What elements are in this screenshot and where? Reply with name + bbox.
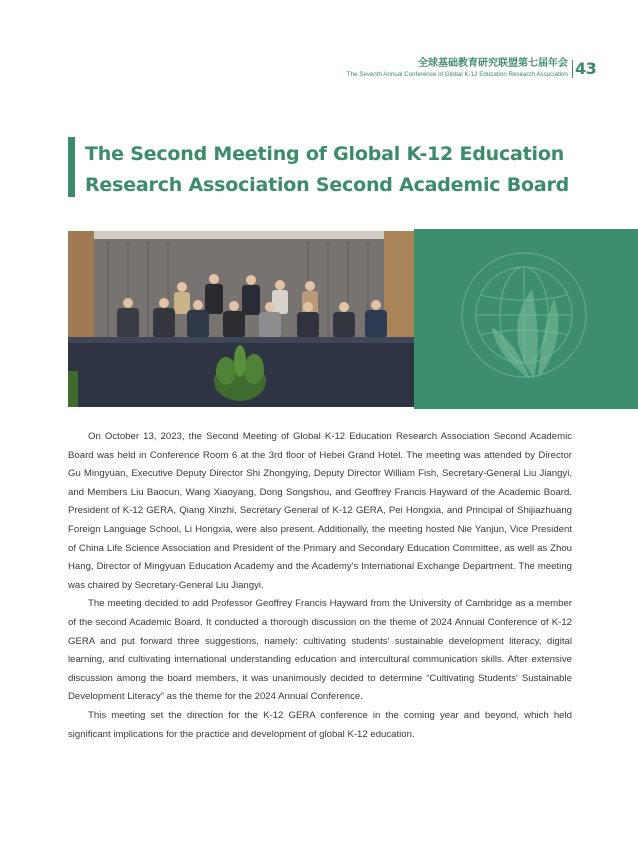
body-paragraph-3: This meeting set the direction for the K-12 GERA conference in the coming year and beyond, which held significant implications for the practice and development of global K-12 education.	[68, 709, 572, 740]
body-paragraph-1: On October 13, 2023, the Second Meeting of Global K-12 Education Research Association Second Academic Board was held in Conference Room 6 at the 3rd floor of Hebei Grand Hotel. The meeting was attended by Director Gu Mingyuan, Executive Deputy Director Shi Zhongying, Deputy Director William Fish, Secretary-General Liu Jiangyi, and Members Liu Baocun, Wang Xiaoyang, Dong Songshou, and Geoffrey Francis Hayward of the Academic Board. President of K-12 GERA, Qiang Xinzhi, Secretary General of K-12 GERA, Pei Hongxia, and Principal of Shijiazhuang Foreign Language School, Li Hongxia, were also present. Additionally, the meeting hosted Nie Yanjun, Vice President of China Life Science Association and President of the Primary and Secondary Education Committee, as well as Zhou Hang, Director of Mingyuan Education Academy and the Academy's International Exchange Department. The meeting was chaired by Secretary-General Liu Jiangyi.	[68, 431, 572, 591]
title-accent-bar	[68, 137, 75, 197]
group-photo	[68, 231, 414, 407]
title-line-2: Research Association Second Academic Board	[85, 174, 570, 196]
page-number: 43	[575, 59, 597, 78]
group-photo-illustration	[68, 231, 414, 407]
article-title	[85, 139, 605, 201]
header-divider	[572, 60, 573, 78]
title-line-1: The Second Meeting of Global K-12 Education	[85, 143, 565, 165]
header-cn-title: 全球基础教育研究联盟第七届年会	[418, 58, 568, 69]
association-globe-leaf-logo-icon	[414, 229, 638, 409]
article-body	[68, 428, 572, 744]
header-en-title: The Seventh Annual Conference of Global K-12 Education Research Association	[346, 71, 568, 78]
running-header	[347, 58, 568, 79]
body-paragraph-2: The meeting decided to add Professor Geoffrey Francis Hayward from the University of Cambridge as a member of the second Academic Board. It conducted a thorough discussion on the theme of 2024 Annual Conference of K-12 GERA and put forward three suggestions, namely: cultivating students' sustainable development literacy, digital learning, and cultivating international understanding education and intercultural communication skills. After extensive discussion among the board members, it was unanimously decided to determine “Cultivating Students' Sustainable Development Literacy” as the theme for the 2024 Annual Conference.	[68, 598, 572, 703]
association-logo-panel	[414, 229, 638, 409]
